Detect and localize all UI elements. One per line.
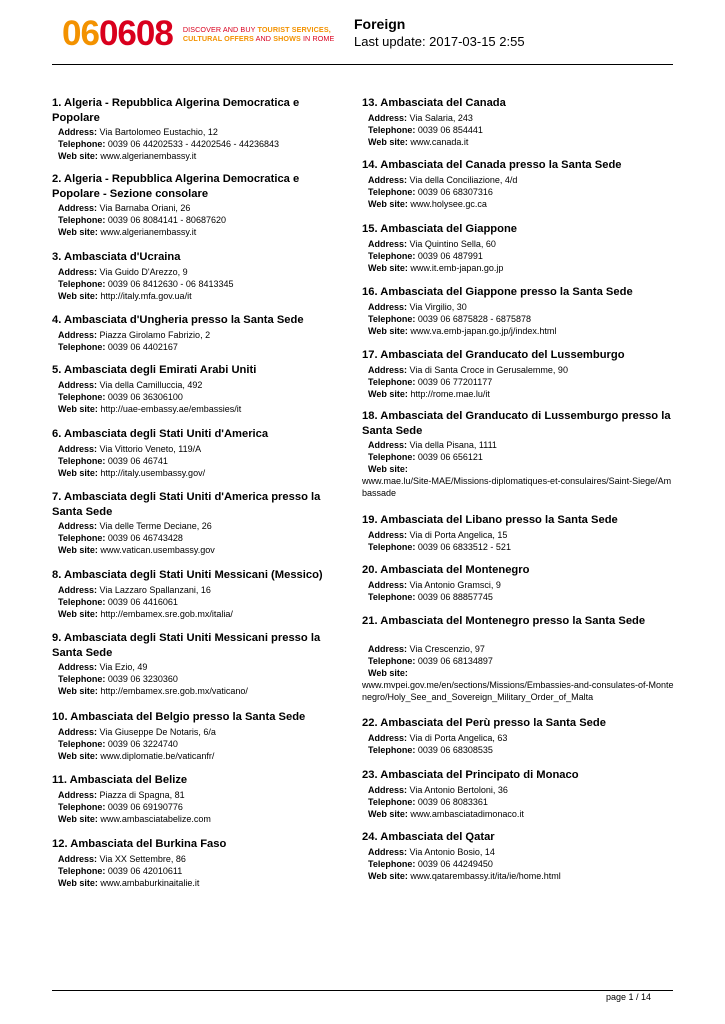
- entry-address: Address: Via Virgilio, 30: [368, 301, 467, 312]
- embassy-entry: [52, 313, 347, 353]
- logo-tagline: DISCOVER AND BUY TOURIST SERVICES, CULTURAL OFFERS AND SHOWS IN ROME: [182, 25, 335, 43]
- entry-title: 6. Ambasciata degli Stati Uniti d'America: [52, 428, 269, 440]
- entry-address: Address: Via delle Terme Deciane, 26: [58, 521, 212, 531]
- logo-060608: [62, 16, 334, 52]
- entry-title: 21. Ambasciata del Montenegro presso la Santa Sede: [362, 615, 646, 627]
- entry-telephone: Telephone: 0039 06 4402167: [58, 341, 178, 352]
- last-update: Last update: 2017-03-15 2:55: [354, 34, 525, 49]
- logo-digits: 060608: [62, 14, 173, 53]
- entry-telephone: Telephone: 0039 06 88857745: [368, 591, 493, 602]
- embassy-entry: [52, 172, 347, 238]
- embassy-entry: [52, 427, 347, 479]
- entry-website: Web site: www.ambaburkinaitalie.it: [58, 877, 200, 888]
- embassy-entry: [362, 158, 674, 210]
- entry-website: Web site: www.algerianembassy.it: [58, 151, 197, 161]
- entry-telephone: Telephone: 0039 06 68134897: [368, 655, 493, 666]
- entry-telephone: Telephone: 0039 06 36306100: [58, 391, 183, 402]
- embassy-entry: [362, 285, 674, 337]
- embassy-entry: [52, 773, 347, 825]
- entry-telephone: Telephone: 0039 06 6875828 - 6875878: [368, 313, 531, 324]
- entry-telephone: Telephone: 0039 06 46743428: [58, 533, 183, 543]
- entry-website: Web site: www.algerianembassy.it: [58, 227, 197, 237]
- entry-address: Address: Piazza di Spagna, 81: [58, 789, 185, 800]
- entry-title: 18. Ambasciata del Granducato di Lussemburgo presso la Santa Sede: [362, 410, 671, 437]
- entry-website: Web site: www.va.emb-japan.go.jp/j/index.html: [368, 325, 557, 336]
- embassy-entry: [52, 250, 347, 302]
- embassy-entry: [52, 631, 347, 697]
- entry-address: Address: Via di Porta Angelica, 15: [368, 529, 508, 540]
- embassy-entry: [362, 348, 674, 400]
- embassy-entry: [362, 409, 674, 499]
- entry-address: Address: Via Bartolomeo Eustachio, 12: [58, 127, 218, 137]
- entry-title: 3. Ambasciata d'Ucraina: [52, 251, 181, 263]
- entry-title: 1. Algeria - Repubblica Algerina Democratica e Popolare: [52, 97, 300, 124]
- page-number: page 1 / 14: [605, 992, 651, 1002]
- entry-website-label: Web site:: [368, 667, 408, 678]
- entry-website: Web site: www.diplomatie.be/vaticanfr/: [58, 750, 215, 761]
- header-divider: [52, 64, 673, 65]
- entry-website: Web site: www.qatarembassy.it/ita/ie/home.html: [368, 870, 561, 881]
- entry-website: Web site: www.ambasciatadimonaco.it: [368, 808, 524, 819]
- entry-telephone: Telephone: 0039 06 68308535: [368, 744, 493, 755]
- entry-website: Web site: www.it.emb-japan.go.jp: [368, 262, 504, 273]
- embassy-entry: [362, 222, 674, 274]
- entry-website: Web site: http://uae-embassy.ae/embassies/it: [58, 403, 242, 414]
- entry-telephone: Telephone: 0039 06 42010611: [58, 865, 183, 876]
- entry-telephone: Telephone: 0039 06 77201177: [368, 376, 493, 387]
- entry-telephone: Telephone: 0039 06 8083361: [368, 796, 488, 807]
- entry-address: Address: Via di Santa Croce in Gerusalemme, 90: [368, 364, 568, 375]
- entry-address: Address: Via di Porta Angelica, 63: [368, 732, 508, 743]
- entry-address: Address: Via Antonio Bertoloni, 36: [368, 784, 508, 795]
- entry-address: Address: Via XX Settembre, 86: [58, 853, 186, 864]
- entry-telephone: Telephone: 0039 06 854441: [368, 124, 483, 135]
- embassy-entry: [362, 716, 674, 756]
- entry-address: Address: Via Vittorio Veneto, 119/A: [58, 443, 202, 454]
- entry-title: 24. Ambasciata del Qatar: [362, 831, 495, 843]
- entry-title: 23. Ambasciata del Principato di Monaco: [362, 769, 579, 781]
- entry-address: Address: Via Lazzaro Spallanzani, 16: [58, 584, 211, 595]
- entry-telephone: Telephone: 0039 06 4416061: [58, 596, 178, 607]
- entry-title: 10. Ambasciata del Belgio presso la Santa Sede: [52, 711, 306, 723]
- entry-address: Address: Via Quintino Sella, 60: [368, 238, 496, 249]
- entry-telephone: Telephone: 0039 06 3224740: [58, 738, 178, 749]
- embassy-entry: [362, 830, 674, 882]
- entry-title: 11. Ambasciata del Belize: [52, 774, 188, 786]
- entry-telephone: Telephone: 0039 06 46741: [58, 455, 168, 466]
- embassy-entry: [52, 363, 347, 415]
- embassy-entry: [362, 563, 674, 603]
- entry-website: Web site: www.vatican.usembassy.gov: [58, 545, 215, 555]
- embassy-entry: [362, 513, 674, 553]
- entry-website: Web site: http://embamex.sre.gob.mx/vaticano/: [58, 686, 248, 696]
- footer-divider: [52, 990, 673, 991]
- entry-title: 19. Ambasciata del Libano presso la Santa Sede: [362, 514, 618, 526]
- entry-title: 8. Ambasciata degli Stati Uniti Messicani (Messico): [52, 569, 323, 581]
- entry-website: Web site: http://italy.usembassy.gov/: [58, 467, 206, 478]
- entry-website-label: Web site:: [368, 464, 408, 474]
- entry-title: 4. Ambasciata d'Ungheria presso la Santa Sede: [52, 314, 304, 326]
- embassy-entry: [52, 96, 347, 162]
- entry-address: Address: Via Salaria, 243: [368, 112, 473, 123]
- entry-telephone: Telephone: 0039 06 3230360: [58, 674, 178, 684]
- entry-title: 17. Ambasciata del Granducato del Lussemburgo: [362, 349, 625, 361]
- entry-telephone: Telephone: 0039 06 69190776: [58, 801, 183, 812]
- entry-address: Address: Piazza Girolamo Fabrizio, 2: [58, 329, 211, 340]
- entry-title: 9. Ambasciata degli Stati Uniti Messicani presso la Santa Sede: [52, 632, 321, 659]
- entry-address: Address: Via Barnaba Oriani, 26: [58, 203, 191, 213]
- embassy-entry: [52, 568, 347, 620]
- embassy-entry: [362, 768, 674, 820]
- entry-title: 22. Ambasciata del Perù presso la Santa Sede: [362, 717, 606, 729]
- entry-telephone: Telephone: 0039 06 8412630 - 06 8413345: [58, 278, 234, 289]
- embassy-entry: [52, 837, 347, 889]
- entry-website: Web site: www.ambasciatabelize.com: [58, 813, 211, 824]
- entry-telephone: Telephone: 0039 06 8084141 - 80687620: [58, 215, 226, 225]
- entry-telephone: Telephone: 0039 06 68307316: [368, 186, 493, 197]
- entry-address: Address: Via Antonio Gramsci, 9: [368, 579, 501, 590]
- entry-website: Web site: www.holysee.gc.ca: [368, 198, 487, 209]
- entry-website: Web site: http://rome.mae.lu/it: [368, 388, 490, 399]
- entry-title: 5. Ambasciata degli Emirati Arabi Uniti: [52, 364, 257, 376]
- embassy-entry: [52, 490, 347, 556]
- entry-address: Address: Via Ezio, 49: [58, 662, 148, 672]
- entry-website: Web site: http://italy.mfa.gov.ua/it: [58, 290, 192, 301]
- entry-telephone: Telephone: 0039 06 44249450: [368, 858, 493, 869]
- entry-address: Address: Via Crescenzio, 97: [368, 643, 485, 654]
- entry-address: Address: Via della Camilluccia, 492: [58, 379, 203, 390]
- entry-telephone: Telephone: 0039 06 656121: [368, 452, 483, 462]
- entry-address: Address: Via Giuseppe De Notaris, 6/a: [58, 726, 216, 737]
- entry-title: 12. Ambasciata del Burkina Faso: [52, 838, 227, 850]
- entry-title: 13. Ambasciata del Canada: [362, 97, 506, 109]
- entry-address: Address: Via Guido D'Arezzo, 9: [58, 266, 188, 277]
- entry-telephone: Telephone: 0039 06 487991: [368, 250, 483, 261]
- page-title: Foreign: [354, 16, 406, 32]
- entry-address: Address: Via Antonio Bosio, 14: [368, 846, 495, 857]
- entry-title: 14. Ambasciata del Canada presso la Santa Sede: [362, 159, 622, 171]
- entry-telephone: Telephone: 0039 06 6833512 - 521: [368, 541, 511, 552]
- entry-title: 2. Algeria - Repubblica Algerina Democratica e Popolare - Sezione consolare: [52, 173, 300, 200]
- entry-website: Web site: www.canada.it: [368, 136, 469, 147]
- entry-website: Web site: http://embamex.sre.gob.mx/italia/: [58, 608, 233, 619]
- entry-website[interactable]: www.mae.lu/Site-MAE/Missions-diplomatiques-et-consulaires/Saint-Siege/Ambassade: [362, 476, 672, 498]
- embassy-entry: [362, 614, 674, 703]
- entry-website[interactable]: www.mvpei.gov.me/en/sections/Missions/Embassies-and-consulates-of-Montenegro/Holy_See_and_Sovereign_Military_Order_of_Malta: [362, 679, 674, 702]
- entry-address: Address: Via della Pisana, 1111: [368, 440, 497, 450]
- embassy-entry: [52, 710, 347, 762]
- embassy-entry: [362, 96, 674, 148]
- entry-title: 15. Ambasciata del Giappone: [362, 223, 518, 235]
- entry-telephone: Telephone: 0039 06 44202533 - 44202546 - 44236843: [58, 139, 280, 149]
- entry-title: 16. Ambasciata del Giappone presso la Santa Sede: [362, 286, 633, 298]
- entry-address: Address: Via della Conciliazione, 4/d: [368, 174, 518, 185]
- entry-title: 20. Ambasciata del Montenegro: [362, 564, 530, 576]
- entry-title: 7. Ambasciata degli Stati Uniti d'America presso la Santa Sede: [52, 491, 321, 518]
